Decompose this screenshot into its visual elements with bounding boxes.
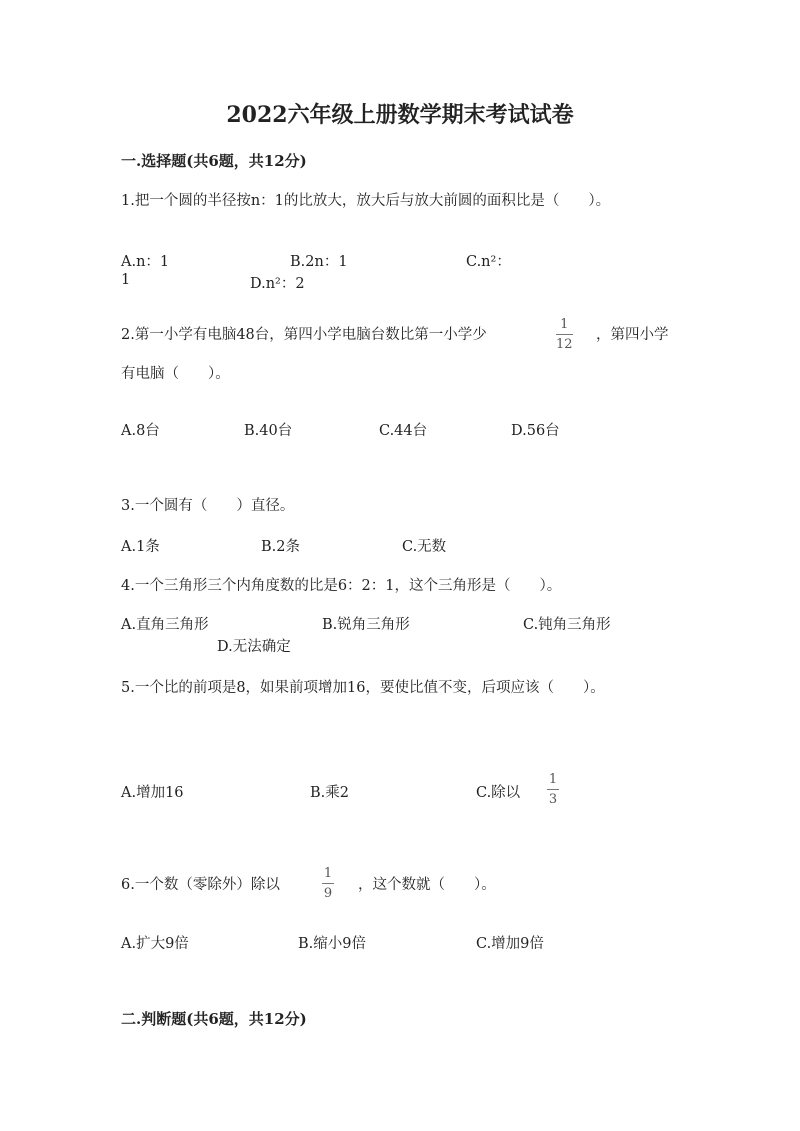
question-6-fraction	[322, 867, 334, 900]
question-2-option-b: B.40台	[244, 423, 293, 439]
question-1-option-a: A.n：1	[121, 254, 170, 270]
page-title: 2022六年级上册数学期末考试试卷	[226, 102, 574, 128]
question-1-option-c: C.n²：	[466, 254, 511, 270]
fraction-denominator: 3	[548, 792, 558, 807]
question-2-option-d: D.56台	[511, 423, 560, 439]
question-4-option-b: B.锐角三角形	[322, 617, 410, 633]
question-5-fraction	[547, 773, 559, 806]
fraction-bar	[322, 883, 334, 884]
question-3-option-a: A.1条	[121, 539, 160, 555]
question-5-stem: 5.一个比的前项是8，如果前项增加16，要使比值不变，后项应该（ ）。	[121, 680, 605, 696]
fraction-bar	[547, 789, 559, 790]
question-4-option-a: A.直角三角形	[121, 617, 209, 633]
question-1-stem: 1.把一个圆的半径按n：1的比放大，放大后与放大前圆的面积比是（ ）。	[121, 193, 611, 209]
fraction-numerator: 1	[560, 317, 569, 332]
question-5-option-b: B.乘2	[310, 785, 349, 801]
question-3-option-b: B.2条	[261, 539, 300, 555]
section-heading-true-false: 二.判断题(共6题，共12分)	[121, 1010, 307, 1028]
question-3-stem: 3.一个圆有（ ）直径。	[121, 498, 295, 514]
question-1-option-d: D.n²：2	[250, 276, 305, 292]
fraction-numerator: 1	[548, 772, 558, 787]
question-2-stem-part2: ，第四小学	[596, 327, 669, 343]
question-5-option-c: C.除以	[476, 785, 521, 801]
fraction-bar	[556, 334, 573, 335]
question-6-option-b: B.缩小9倍	[298, 936, 366, 952]
question-6-stem-part1: 6.一个数（零除外）除以	[121, 877, 280, 893]
question-6-stem-part2: ，这个数就（ ）。	[358, 877, 496, 893]
question-4-option-c: C.钝角三角形	[523, 617, 611, 633]
question-4-option-d: D.无法确定	[217, 639, 291, 655]
fraction-numerator: 1	[323, 866, 333, 881]
question-2-stem-part3: 有电脑（ ）。	[121, 366, 230, 382]
question-5-option-a: A.增加16	[121, 785, 184, 801]
section-heading-choice: 一.选择题(共6题，共12分)	[121, 152, 307, 170]
fraction-denominator: 12	[556, 337, 573, 352]
question-1-option-c-continued: 1	[121, 272, 131, 288]
question-1-option-b: B.2n：1	[290, 254, 348, 270]
question-6-option-c: C.增加9倍	[476, 936, 544, 952]
question-2-stem-part1: 2.第一小学有电脑48台，第四小学电脑台数比第一小学少	[121, 327, 487, 343]
question-6-option-a: A.扩大9倍	[121, 936, 189, 952]
fraction-denominator: 9	[323, 886, 333, 901]
question-2-option-a: A.8台	[121, 423, 160, 439]
question-2-fraction	[556, 318, 573, 351]
question-4-stem: 4.一个三角形三个内角度数的比是6：2：1，这个三角形是（ ）。	[121, 578, 562, 594]
question-3-option-c: C.无数	[402, 539, 447, 555]
question-2-option-c: C.44台	[379, 423, 428, 439]
